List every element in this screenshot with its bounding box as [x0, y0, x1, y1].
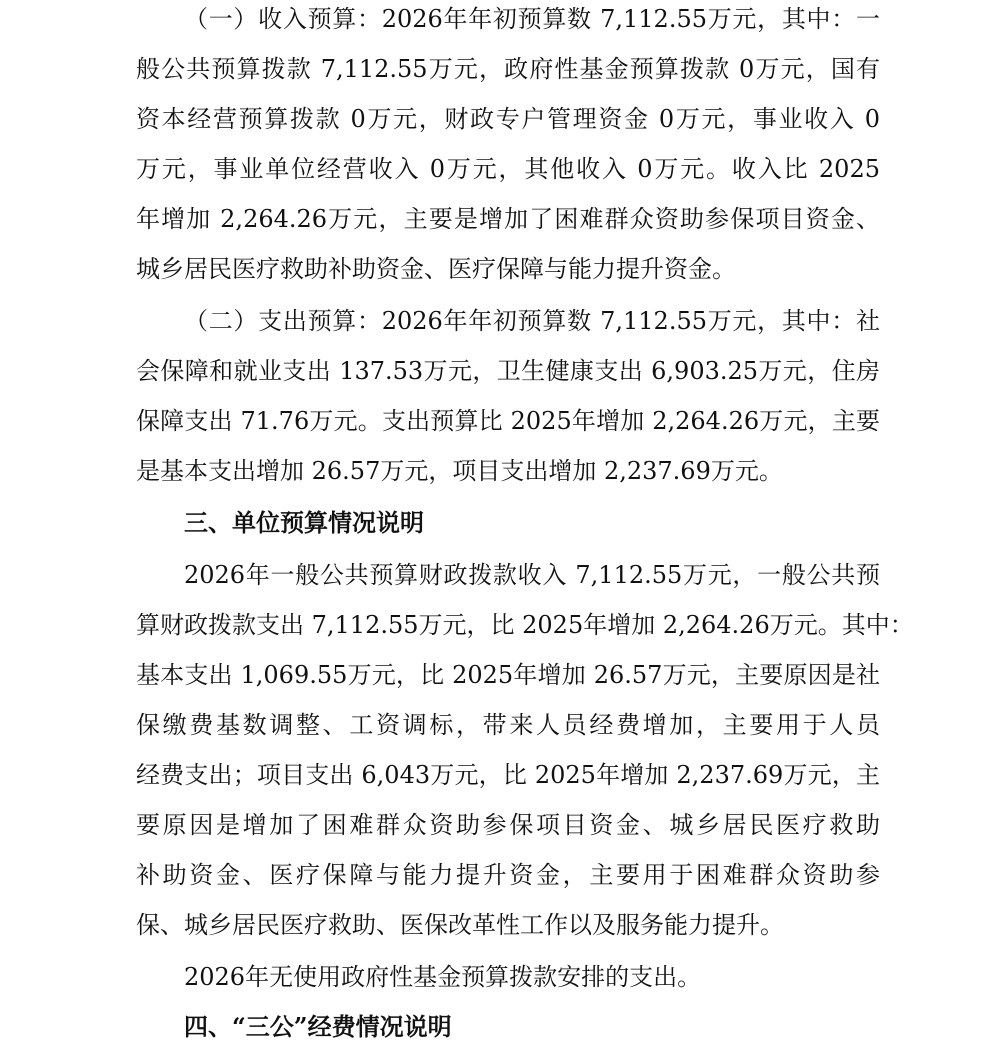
paragraph-line: 万元，事业单位经营收入 0万元，其他收入 0万元。收入比 2025 — [136, 155, 880, 183]
paragraph-line: 会保障和就业支出 137.53万元，卫生健康支出 6,903.25万元，住房 — [136, 357, 880, 385]
paragraph-line: 补助资金、医疗保障与能力提升资金，主要用于困难群众资助参 — [136, 861, 880, 889]
paragraph-line: 经费支出；项目支出 6,043万元，比 2025年增加 2,237.69万元，主 — [136, 761, 880, 789]
paragraph-line: （二）支出预算：2026年年初预算数 7,112.55万元，其中：社 — [184, 307, 880, 335]
paragraph-line: 要原因是增加了困难群众资助参保项目资金、城乡居民医疗救助 — [136, 811, 880, 839]
paragraph-line: 城乡居民医疗救助补助资金、医疗保障与能力提升资金。 — [136, 255, 736, 283]
paragraph-line: 2026年无使用政府性基金预算拨款安排的支出。 — [184, 963, 702, 991]
paragraph-line: 2026年一般公共预算财政拨款收入 7,112.55万元，一般公共预 — [184, 561, 880, 589]
paragraph-line: 般公共预算拨款 7,112.55万元，政府性基金预算拨款 0万元，国有 — [136, 55, 880, 83]
paragraph-line: 保缴费基数调整、工资调标，带来人员经费增加，主要用于人员 — [136, 711, 880, 739]
paragraph-line: 年增加 2,264.26万元，主要是增加了困难群众资助参保项目资金、 — [136, 205, 880, 233]
paragraph-line: 是基本支出增加 26.57万元，项目支出增加 2,237.69万元。 — [136, 457, 783, 485]
paragraph-line: 保障支出 71.76万元。支出预算比 2025年增加 2,264.26万元，主要 — [136, 407, 880, 435]
paragraph-line: 基本支出 1,069.55万元，比 2025年增加 26.57万元，主要原因是社 — [136, 661, 880, 689]
section-heading: 四、“三公”经费情况说明 — [184, 1012, 452, 1041]
paragraph-line: 资本经营预算拨款 0万元，财政专户管理资金 0万元，事业收入 0 — [136, 105, 880, 133]
paragraph-line: 算财政拨款支出 7,112.55万元，比 2025年增加 2,264.26万元。其中： — [136, 611, 914, 639]
paragraph-line: 保、城乡居民医疗救助、医保改革性工作以及服务能力提升。 — [136, 911, 784, 939]
paragraph-line: （一）收入预算：2026年年初预算数 7,112.55万元，其中：一 — [184, 5, 880, 33]
section-heading: 三、单位预算情况说明 — [184, 508, 424, 537]
